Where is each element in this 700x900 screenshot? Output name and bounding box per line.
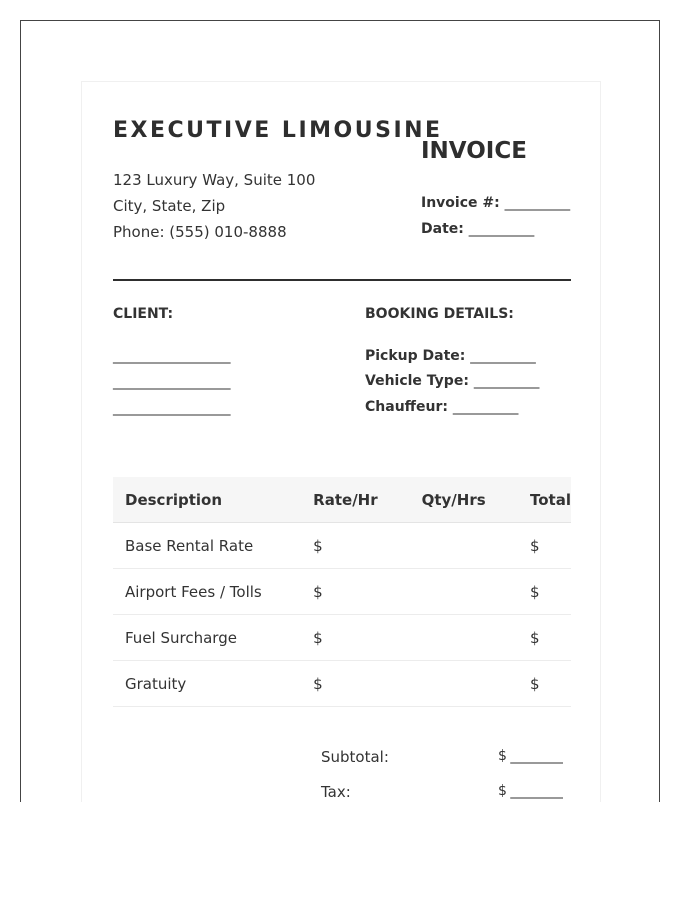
row-description: Airport Fees / Tolls <box>113 569 301 615</box>
line-items-table <box>113 477 571 707</box>
client-line-3: __________________ <box>113 400 230 416</box>
subtotal-value: $ ________ <box>498 748 563 764</box>
header-divider <box>113 279 571 281</box>
invoice-date-value: __________ <box>468 221 534 237</box>
row-total: $ <box>518 523 571 569</box>
vehicle-type-value: __________ <box>473 373 539 389</box>
subtotal-label: Subtotal: <box>321 748 389 766</box>
row-rate: $ <box>301 523 409 569</box>
table-row <box>113 615 571 661</box>
row-description: Fuel Surcharge <box>113 615 301 661</box>
client-line-1: __________________ <box>113 348 230 364</box>
vehicle-type-label: Vehicle Type: <box>365 373 469 389</box>
row-rate: $ <box>301 615 409 661</box>
row-qty <box>410 661 518 707</box>
table-row <box>113 661 571 707</box>
chauffeur-label: Chauffeur: <box>365 399 448 415</box>
company-address-line1: 123 Luxury Way, Suite 100 <box>113 171 316 189</box>
booking-details-label: BOOKING DETAILS: <box>365 306 514 322</box>
invoice-number-field <box>421 195 570 211</box>
client-label: CLIENT: <box>113 306 174 322</box>
company-address-line2: City, State, Zip <box>113 197 226 215</box>
pickup-date-value: __________ <box>470 348 536 364</box>
company-name: EXECUTIVE LIMOUSINE <box>113 118 443 143</box>
invoice-title: INVOICE <box>421 138 527 164</box>
row-total: $ <box>518 615 571 661</box>
row-qty <box>410 523 518 569</box>
table-header-row <box>113 477 571 523</box>
row-qty <box>410 569 518 615</box>
header-total: Total <box>518 477 571 523</box>
invoice-page <box>81 81 601 802</box>
row-description: Base Rental Rate <box>113 523 301 569</box>
row-rate: $ <box>301 569 409 615</box>
invoice-number-value: __________ <box>504 195 570 211</box>
header-qty: Qty/Hrs <box>410 477 518 523</box>
client-line-2: __________________ <box>113 374 230 390</box>
header-description: Description <box>113 477 301 523</box>
row-rate: $ <box>301 661 409 707</box>
invoice-number-label: Invoice #: <box>421 195 500 211</box>
row-description: Gratuity <box>113 661 301 707</box>
header-rate: Rate/Hr <box>301 477 409 523</box>
row-total: $ <box>518 661 571 707</box>
pickup-date-label: Pickup Date: <box>365 348 466 364</box>
table-row <box>113 569 571 615</box>
row-qty <box>410 615 518 661</box>
row-total: $ <box>518 569 571 615</box>
tax-label: Tax: <box>321 783 351 801</box>
table-row <box>113 523 571 569</box>
invoice-date-label: Date: <box>421 221 464 237</box>
company-phone: Phone: (555) 010-8888 <box>113 223 287 241</box>
document-frame <box>20 20 660 802</box>
chauffeur-field <box>365 399 518 415</box>
pickup-date-field <box>365 348 535 364</box>
tax-value: $ ________ <box>498 783 563 799</box>
chauffeur-value: __________ <box>452 399 518 415</box>
vehicle-type-field <box>365 373 539 389</box>
invoice-date-field <box>421 221 534 237</box>
